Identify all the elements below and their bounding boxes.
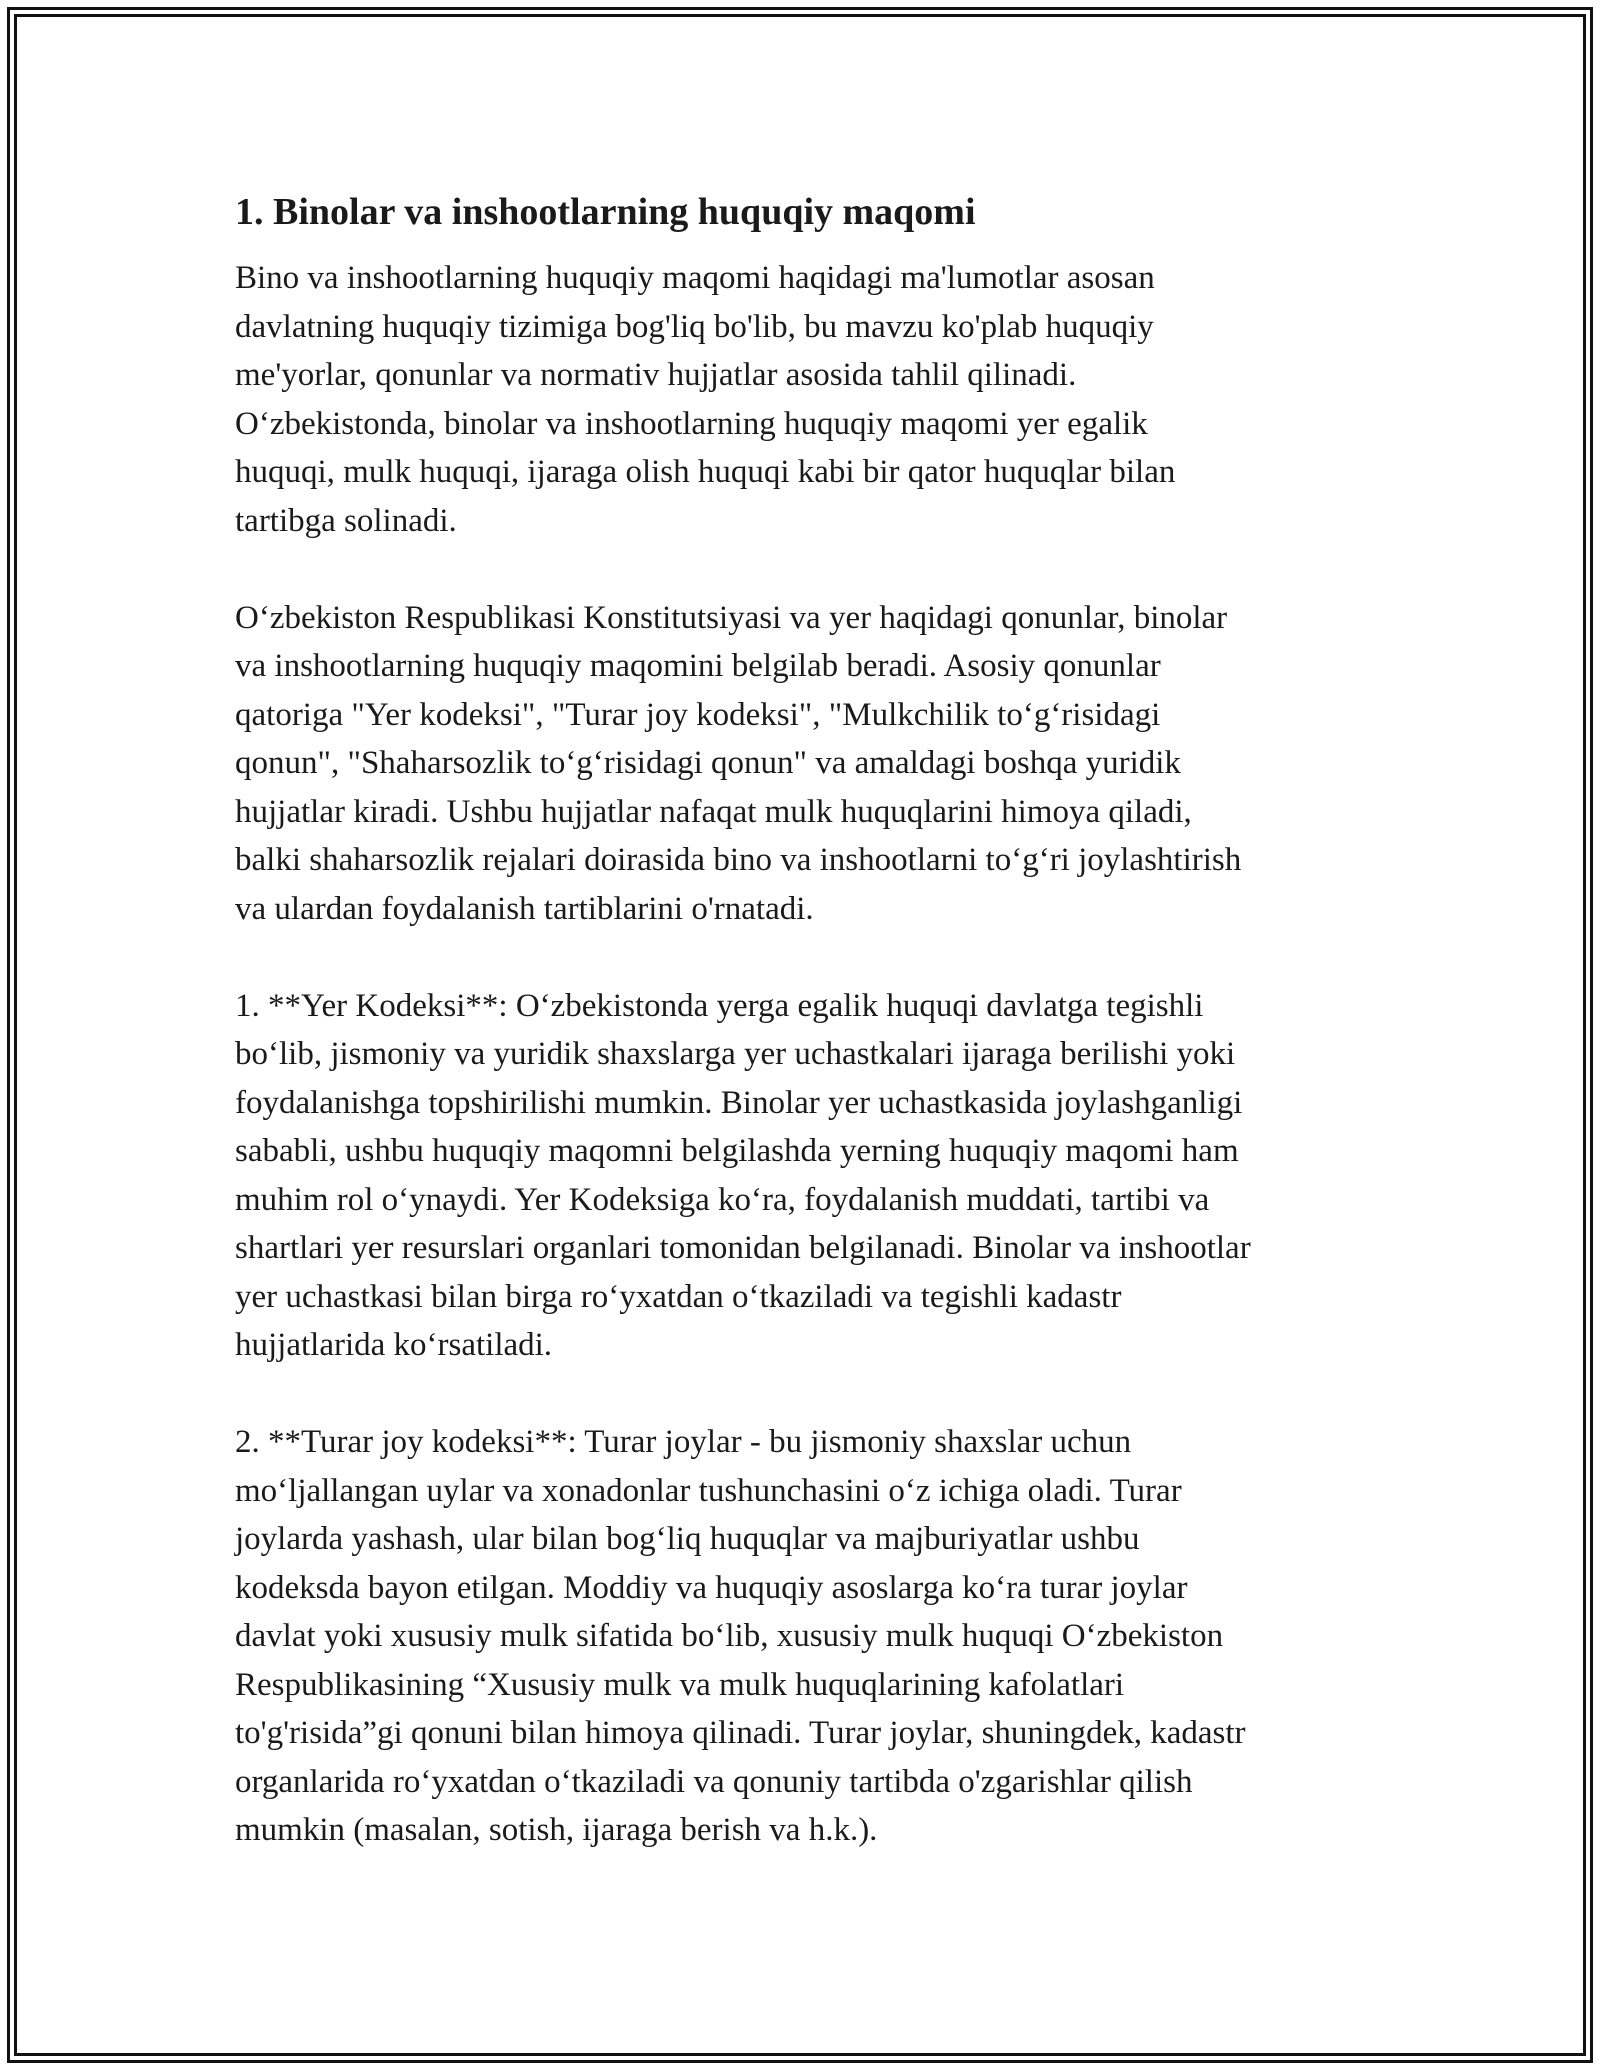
paragraph-intro [235,254,1385,545]
text-line: joylarda yashash, ular bilan bog‘liq huquqlar va majburiyatlar ushbu [235,1521,1140,1557]
text-line: kodeksda bayon etilgan. Moddiy va huquqiy asoslarga ko‘ra turar joylar [235,1569,1188,1606]
paragraph-land-code [235,982,1385,1370]
text-line: me'yorlar, qonunlar va normativ hujjatlar asosida tahlil qilinadi. [235,357,1077,393]
text-line: mumkin (masalan, sotish, ijaraga berish va h.k.). [235,1812,878,1848]
text-line: hujjatlar kiradi. Ushbu hujjatlar nafaqat mulk huquqlarini himoya qiladi, [235,793,1192,830]
text-line: 2. **Turar joy kodeksi**: Turar joylar - bu jismoniy shaxslar uchun [235,1424,1132,1460]
text-line: to'g'risida”gi qonuni bilan himoya qilinadi. Turar joylar, shuningdek, kadastr [235,1715,1246,1751]
text-line: 1. **Yer Kodeksi**: O‘zbekistonda yerga egalik huquqi davlatga tegishli [235,987,1204,1024]
text-line: Bino va inshootlarning huquqiy maqomi haqidagi ma'lumotlar asosan [235,260,1155,296]
text-line: sababli, ushbu huquqiy maqomni belgilashda yerning huquqiy maqomi ham [235,1133,1239,1169]
paragraph-constitution [235,594,1385,934]
text-line: davlat yoki xususiy mulk sifatida bo‘lib, xususiy mulk huquqi O‘zbekiston [235,1618,1224,1654]
text-line: O‘zbekistonda, binolar va inshootlarning huquqiy maqomi yer egalik [235,405,1148,442]
document-body [235,188,1385,1855]
text-line: va ulardan foydalanish tartiblarini o'rnatadi. [235,890,814,927]
text-line: qatoriga "Yer kodeksi", "Turar joy kodeksi", "Mulkchilik to‘g‘risidagi [235,696,1161,733]
paragraph-housing-code [235,1418,1385,1855]
text-line: va inshootlarning huquqiy maqomini belgilab beradi. Asosiy qonunlar [235,648,1161,684]
section-heading: 1. Binolar va inshootlarning huquqiy maqomi [235,191,976,233]
text-line: yer uchastkasi bilan birga ro‘yxatdan o‘tkaziladi va tegishli kadastr [235,1278,1122,1315]
text-line: tartibga solinadi. [235,502,457,539]
text-line: qonun", "Shaharsozlik to‘g‘risidagi qonun" va amaldagi boshqa yuridik [235,745,1181,781]
text-line: Respublikasining “Xususiy mulk va mulk huquqlarining kafolatlari [235,1666,1125,1703]
text-line: shartlari yer resurslari organlari tomonidan belgilanadi. Binolar va inshootlar [235,1230,1251,1266]
text-line: bo‘lib, jismoniy va yuridik shaxslarga yer uchastkalari ijaraga berilishi yoki [235,1036,1236,1072]
text-line: organlarida ro‘yxatdan o‘tkaziladi va qonuniy tartibda o'zgarishlar qilish [235,1763,1193,1800]
text-line: balki shaharsozlik rejalari doirasida bino va inshootlarni to‘g‘ri joylashtirish [235,842,1242,878]
text-line: foydalanishga topshirilishi mumkin. Binolar yer uchastkasida joylashganligi [235,1084,1243,1121]
text-line: huquqi, mulk huquqi, ijaraga olish huquqi kabi bir qator huquqlar bilan [235,454,1176,490]
text-line: hujjatlarida ko‘rsatiladi. [235,1327,553,1363]
text-line: muhim rol o‘ynaydi. Yer Kodeksiga ko‘ra, foydalanish muddati, tartibi va [235,1181,1210,1218]
text-line: davlatning huquqiy tizimiga bog'liq bo'lib, bu mavzu ko'plab huquqiy [235,308,1154,345]
text-line: mo‘ljallangan uylar va xonadonlar tushunchasini o‘z ichiga oladi. Turar [235,1472,1182,1509]
text-line: O‘zbekiston Respublikasi Konstitutsiyasi va yer haqidagi qonunlar, binolar [235,599,1228,636]
